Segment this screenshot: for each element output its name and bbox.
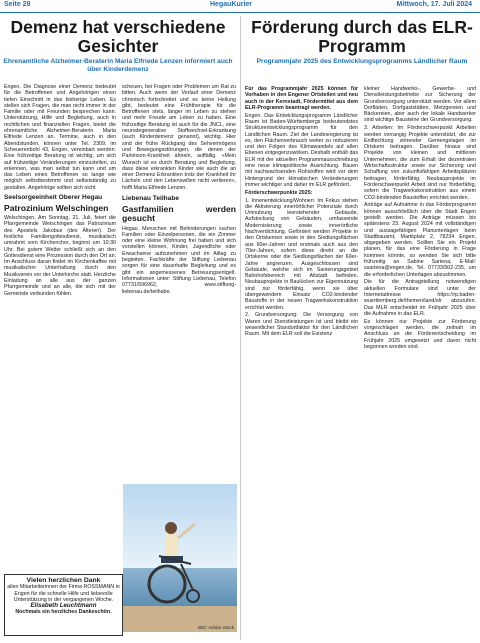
elr-text-4: kleiner Handwerks-, Gewerbe- und Dienstleistungsbetriebe zur Sicherung der Grundversorgung unterstützt werden. Vor allem Dorfläden, Dorfgaststätten, Metzgereien und Bäckereien, aber auch der lokale Handwerker sind wichtige Bausteine der Grundversorgung. (364, 86, 476, 124)
elr-text-2: 1. Innenentwicklung/Wohnen: Im Fokus stehen die Aktivierung innerörtlicher Potenziale durch Umnutzung leerstehender Gebäude, Aufstockung von Gebäuden, umfassende Modernisierung sowie innerörtliche Nachverdichtung. Gefördert werden Projekte in den Ortskernen sowie in den Siedlungsflächen aus 60er-Jahren und erstmals auch aus den 70er-Jahren, sofern diese direkt an die Ortskerne oder die Siedlungsflächen der 60er-Jahre angrenzen. Ausgeschlossen sind Gebäude, welche sich im Sanierungsgebiet Bahnhofsbereich mit Altstadt befinden. Neubauprojekte in Baulücken zur Eigennutzung sind nur förderfähig, wenn sie über übergewendem Einsatz CO2-bindender Baustoffe in der neuen Tragwerkskonstruktion errichtet werden. (245, 197, 358, 311)
dementia-title: Demenz hat verschiedene Gesichter (10, 17, 226, 56)
elr-text-7: Die für die Antragstellung notwendigen aktuellen Formulare sind unter der Internetadresse https://rp.baden-wuerttemberg.de/themen/land/elr abzurufen. Das MLR entscheidet im Frühjahr 2025 über die Aufnahme in das ELR. (364, 279, 476, 317)
elr-text-3: 2. Grundversorgung: Die Versorgung von Waren und Dienstleistungen ist und bleibt ein wesentlicher Standortfaktor für den Ländlichen Raum. Mit dem ELR soll die Existenz (245, 312, 358, 338)
thanks-title: Vielen herzlichen Dank (26, 577, 101, 584)
elr-col2 (364, 86, 476, 352)
column-divider (240, 16, 241, 640)
liebenau-title: Gastfamilien werden gesucht (122, 203, 236, 224)
dementia-col1 (4, 84, 116, 298)
elr-focus-heading: Förderschwerpunkte 2025: (245, 189, 313, 196)
liebenau-kicker: Liebenau Teilhabe (122, 195, 180, 203)
header-rule (0, 12, 480, 13)
wheelchair-photo (123, 484, 237, 632)
elr-col1 (245, 86, 358, 339)
dementia-subtitle: Ehrenamtliche Alzheimer-Beraterin Maria Elfriede Lenzen informiert auch über Kinderdemenz (3, 58, 233, 73)
dementia-col2 (122, 84, 236, 296)
liebenau-text: Hegau. Menschen mit Behinderungen suchen Familien oder Einzelpersonen, die ein Zimmer oder eine kleine Wohnung frei haben und sich vorstellen können, Kinder, Jugendliche oder Erwachsene aufzunehmen und im Alltag zu begleiten. Fachkräfte der Stiftung Liebenau sorgen für eine dauerhafte Begleitung und es gibt ein angemessenes Betreuungsentgelt. Informationen unter: Stiftung Liebenau, Telefon 07731/596962, www.stiftung-liebenau.de/teilhabe. (122, 225, 236, 295)
seelsorge-kicker: Seelsorgeeinheit Oberer Hegau (4, 194, 103, 202)
dementia-text-1: Engen. Die Diagnose einer Demenz bedeutet für die Betroffenen und Angehörigen einen tiefen Einschnitt in das bisherige Leben. Es stellen sich Fragen, die man nicht immer in der Familie oder mit Freunden besprechen kann. Unterstützung, Hilfe und Begleitung, auch in rechtlichen und finanziellen Fragen, bietet die ehrenamtliche Alzheimer-Beraterin Maria Elfriede Lenzen an. Termine, auch in den Abendstunden, können unter Tel. 2309, im Scheuerenbohl 43, Engen, vereinbart werden. Eine frühzeitige Beratung ist wichtig, um sich auf frühzeitige Veränderungen einzustellen, zu erkennen, was man selbst tun kann und um das Leben eines Betroffenen so lange wie möglich selbstbestimmt und selbstständig zu gestalten. Angehörige sollten sich nicht (4, 84, 116, 191)
thanks-body: allen Mitarbeiterinnen der Firma ROSSMANN in Engen für die schnelle Hilfe und liebevolle Unterstützung in der vergangenen Woche. (7, 584, 120, 603)
paper-name: HegauKurier (210, 1, 253, 8)
elr-lead: Für das Programmjahr 2025 können für Vorhaben in den Engener Ortsteilen und neu auch in der Kernstadt, Fördermittel aus dem ELR-Programm beantragt werden. (245, 86, 358, 111)
elr-text-8: Es können nur Projekte zur Förderung vorgeschlagen werden, die zeitnah im Anschluss an die Förderentscheidung im Frühjahr 2025 umgesetzt und davor nicht begonnen worden sind. (364, 318, 476, 350)
elr-title: Förderung durch das ELR-Programm (251, 17, 473, 56)
thanks-box (4, 574, 123, 636)
seelsorge-text: Welschingen. Am Sonntag, 21. Juli, feiert die Pfarrgemeinde Welschingen das Patrozinium des Apostels Jakobus (des Älteren). Der festliche Familiengottesdienst, musikalisch umrahmt vom Kirchenchor, beginnt um 10:30 Uhr. Bei gutem Wetter schließt sich an den Gottesdienst eine Prozession durch den Ort an. Im Anschluss daran findet im Kirchenkaffee mit musikalischer Unterhaltung durch den Musikverein vor der Unterkirche statt. Herzliche Einladung an alle aus der ganzen Pfarrgemeinde und an alle, die sich mit der Gemeinde verbunden fühlen. (4, 215, 116, 297)
elr-text-5: 3. Arbeiten: Im Förderschwerpunkt Arbeiten werden vorrangig Projekte unterstützt, die zur Entflechtung störender Gemengelagen im Ortskern beitragen. Darüber hinaus sind Projekte von kleinen und mittleren Unternehmen, die zum Erhalt der dezentralen Wirtschaftsstruktur sowie zur Sicherung und Schaffung von zukunftsfähigen Arbeitsplätzen beitragen, förderfähig. Neubauprojekte im Förderschwerpunkt Arbeit sind nur förderfähig, sofern die Tragwerkskonstruktion aus einem CO2-bindenden Baustoffen errichtet werden. (364, 125, 476, 201)
issue-date: Mittwoch, 17. Juli 2024 (396, 1, 472, 8)
thanks-closing: Nochmals ein herzliches Dankeschön. (15, 609, 112, 616)
seelsorge-title: Patrozinium Welschingen (4, 202, 109, 213)
elr-text-1: Engen. Das Entwicklungsprogramm Ländlicher Raum ist Baden-Württembergs bedeutendstes Strukturentwicklungsprogramm für den Ländlichen Raum. Ziel der Landesregierung ist es, den Flächenverbrauch weiter zu reduzieren und den Folgen des Klimawandels auf allen Ebenen entgegenzuwirken. Deshalb enthält das ELR mit der aktuellen Programmausschreibung eine neue klimapolitische Ausrichtung. Bauen mit nachwachsenden Rohstoffen wird vor dem Hintergrund der klimatischen Veränderungen immer wichtiger und daher im ELR gefördert. (245, 112, 358, 188)
page-number: Seite 28 (4, 1, 31, 8)
elr-subtitle: Programmjahr 2025 des Entwicklungsprogramms Ländlicher Raum (256, 58, 468, 65)
elr-text-6: Anträge auf Aufnahme in das Förderprogramm können ausschließlich über die Stadt Engen gestellt werden. Die Anträge müssen bis spätestens 23. August 2024 mit vollständigen und aussagefähigen Planunterlagen beim Stadtbauamt, Marktplatz 2, 78234 Engen, abgegeben werden. Sollten Sie ein Projekt planen, für das eine Förderung in Frage kommen könnte, so wenden Sie sich bitte frühzeitig an Sabine Sartena, E-Mail: ssartena@engen.de, Tel. 07733/502-235, um die erforderlichen Unterlagen abzustimmen. (364, 202, 476, 278)
dementia-text-2: scheuen, bei Fragen oder Problemen um Rat zu bitten. Auch wenn der Verlauf einer Demenz chronisch fortschreitet und es keine Heilung gibt, bedeutet eine Frühtherapie für die Betroffenen stets, länger im Leben zu stehen und mehr Freude am Leben zu haben. Eine frühzeitige Beratung ist auch für die JNCL, eine neurodegenerative Stoffwechsel-Erkrankung (auch Kinderdemenz genannt), wichtig. Hier sind der frühe Rückgang des Sehvermögens und Bewegungsstörungen, die denen der Parkinson-Krankheit ähneln, auffällig. »Mein Wunsch ist es durch Beratung und Begleitung, dass diese erkrankten Kinder wie auch die an einer Demenz Erkrankten trotz der Krankheit ihr Lächeln und den Lebenswillen nicht verlieren«, hofft Maria Elfriede Lenzen. (122, 84, 236, 191)
photo-caption: Bild: Adobe Stock (197, 625, 234, 630)
thanks-signature: Elisabeth Leuchtmann (30, 602, 97, 610)
